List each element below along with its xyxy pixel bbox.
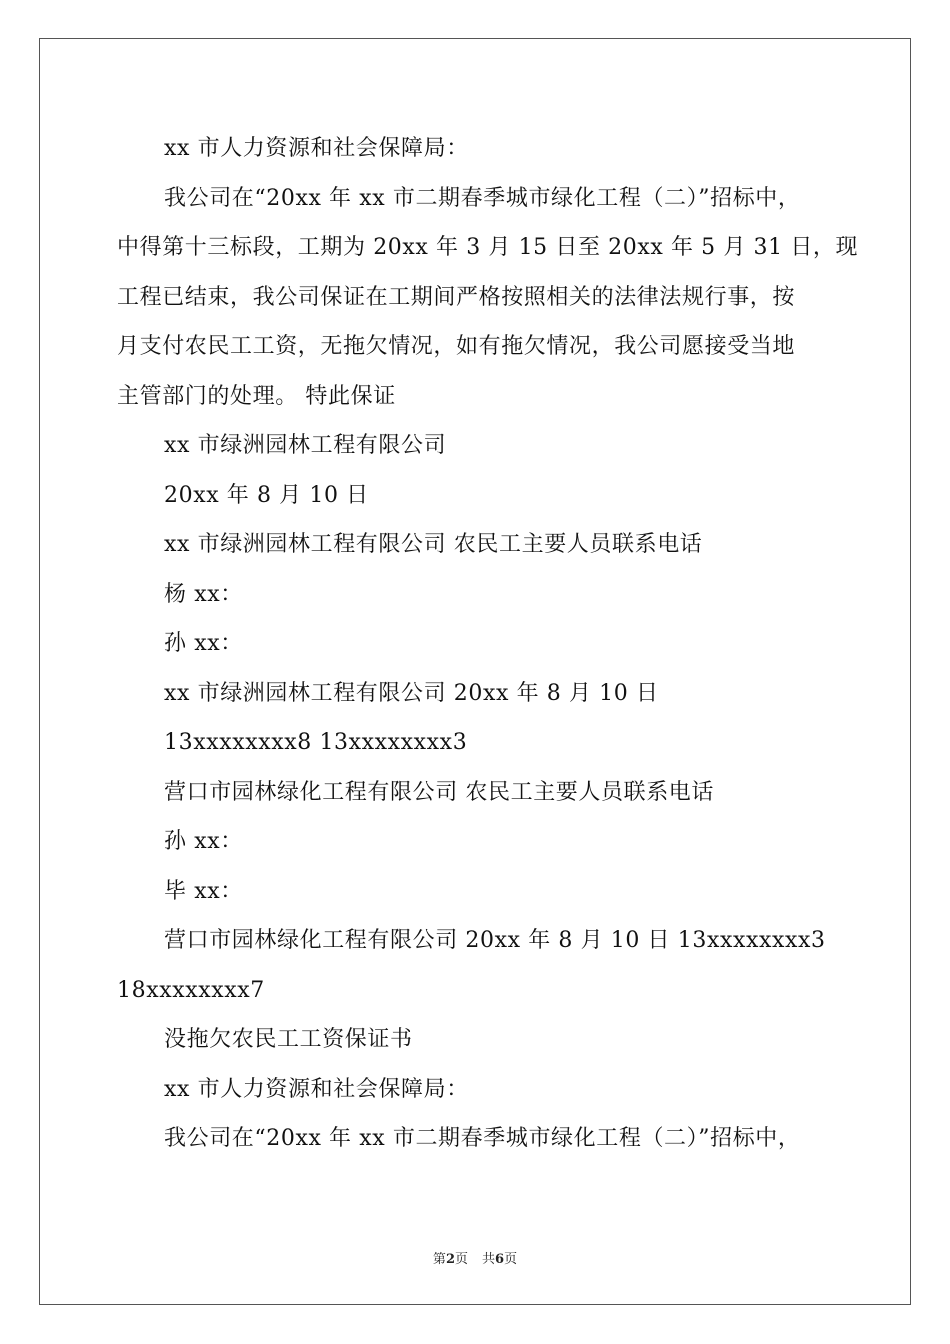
phone-numbers: 18xxxxxxxx7 <box>117 977 265 1003</box>
page-total-suffix: 页 <box>504 1252 518 1267</box>
contact-person: 杨 xx： <box>164 581 243 607</box>
page-total-prefix: 共 <box>482 1252 496 1267</box>
contact-person: 毕 xx： <box>164 878 243 904</box>
page-total: 6 <box>495 1252 505 1267</box>
signature-date: 20xx 年 8 月 10 日 <box>164 482 369 508</box>
body-paragraph-line: 月支付农民工工资，无拖欠情况，如有拖欠情况，我公司愿接受当地 <box>117 334 796 359</box>
body-paragraph-line: 我公司在“20xx 年 xx 市二期春季城市绿化工程（二）”招标中， <box>164 1126 801 1151</box>
company-signature-date: 营口市园林绿化工程有限公司 20xx 年 8 月 10 日 13xxxxxxxx3 <box>164 928 826 953</box>
addressee-line: xx 市人力资源和社会保障局： <box>164 1076 469 1102</box>
document-body <box>117 124 859 1164</box>
page-footer <box>0 1248 950 1267</box>
contact-person: 孙 xx： <box>164 829 243 854</box>
body-paragraph-line: 中得第十三标段，工期为 20xx 年 3 月 15 日至 20xx 年 5 月 31 日，现 <box>117 235 859 260</box>
body-paragraph-line: 我公司在“20xx 年 xx 市二期春季城市绿化工程（二）”招标中， <box>164 185 801 211</box>
body-paragraph-line: 主管部门的处理。 特此保证 <box>117 383 396 409</box>
body-paragraph-line: 工程已结束，我公司保证在工期间严格按照相关的法律法规行事，按 <box>117 284 796 310</box>
addressee-line: xx 市人力资源和社会保障局： <box>164 136 469 161</box>
contact-heading: xx 市绿洲园林工程有限公司 农民工主要人员联系电话 <box>164 532 703 557</box>
phone-numbers: 13xxxxxxxx8 13xxxxxxxx3 <box>164 730 468 755</box>
company-signature: xx 市绿洲园林工程有限公司 <box>164 433 447 458</box>
page-number-current: 2 <box>445 1252 455 1267</box>
page-number-suffix: 页 <box>454 1252 468 1267</box>
contact-person: 孙 xx： <box>164 631 243 656</box>
page-number-prefix: 第 <box>432 1252 446 1267</box>
company-signature-date: xx 市绿洲园林工程有限公司 20xx 年 8 月 10 日 <box>164 680 659 706</box>
section-title: 没拖欠农民工工资保证书 <box>164 1027 413 1052</box>
contact-heading: 营口市园林绿化工程有限公司 农民工主要人员联系电话 <box>164 779 714 805</box>
